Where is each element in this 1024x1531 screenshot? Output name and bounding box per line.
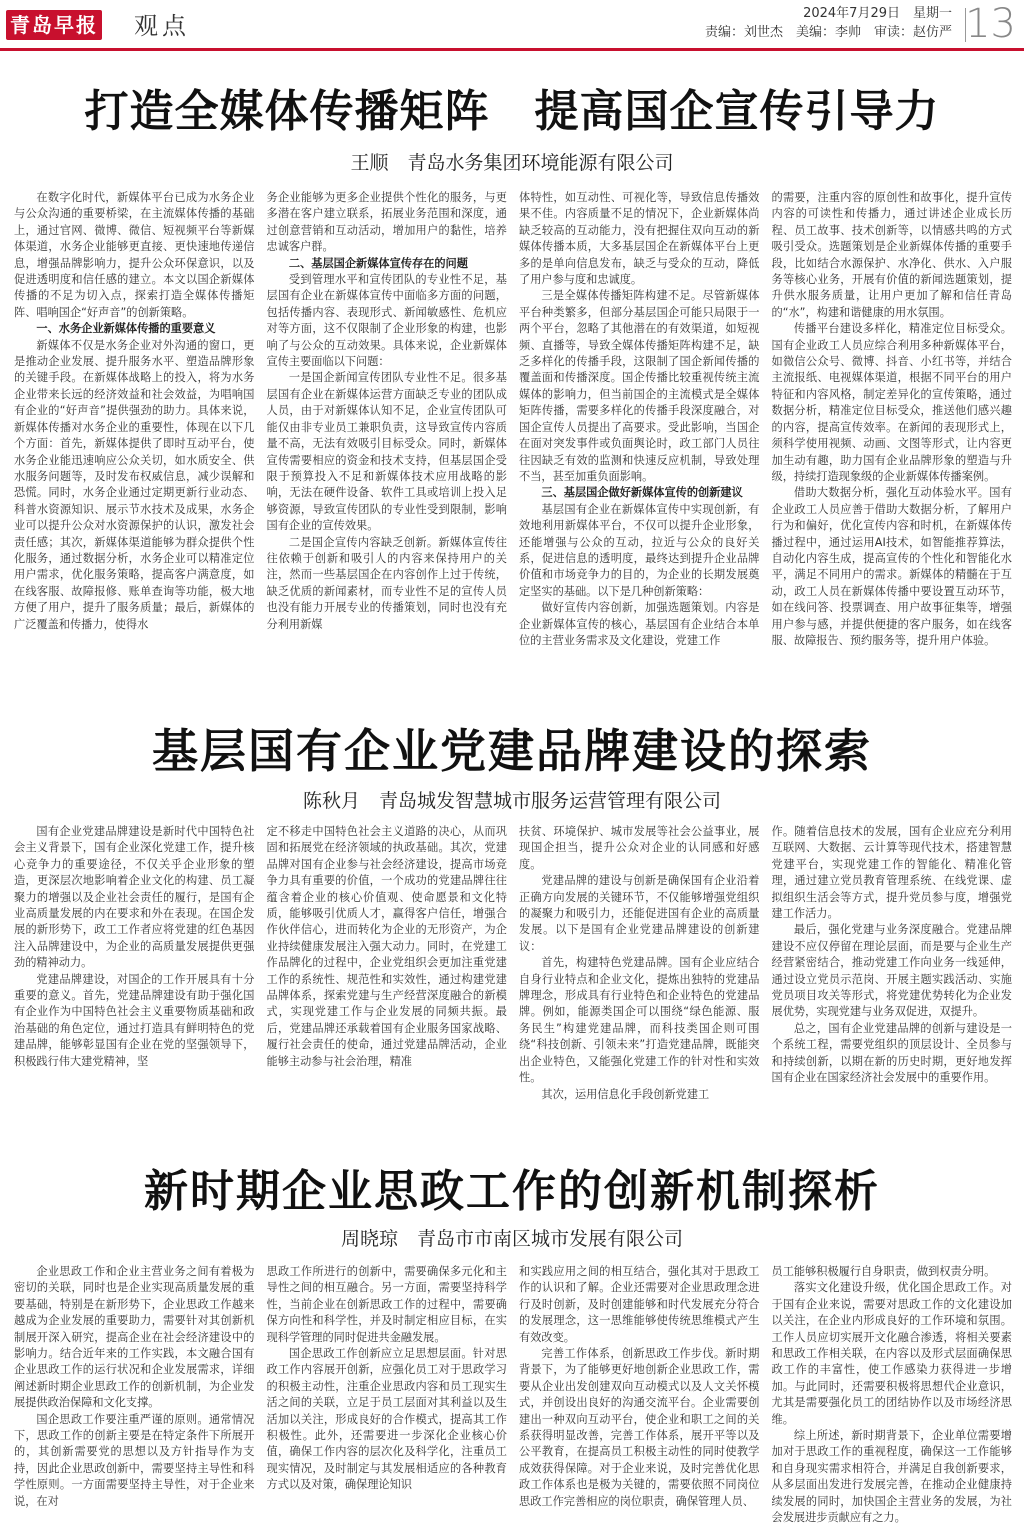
article-party-brand [0, 690, 1024, 1110]
paragraph: 做好宣传内容创新，加强选题策划。内容是企业新媒体宣传的核心，基层国有企业结合本单位的主营业务需求及文化建设，党建工作 [519, 601, 760, 647]
section-subheading: 二、基层国企新媒体宣传存在的问题 [288, 256, 468, 270]
paragraph: 新媒体不仅是水务企业对外沟通的窗口，更是推动企业发展、提升服务水平、塑造品牌形象的关键手段。在新媒体战略上的投入，将为水务企业带来长远的经济效益和社会效益，为唱响国有企业的“好声音”提供强劲的助力。具体来说，新媒体传播对水务企业的重要性，体现在以下几个方面：首先，新媒体提供了即时互动平台，使水务企业能迅速响应公众关切，如水质安全、供水服务问题等，及时发布权威信息，减少误解和恐慌。同时，水务企业通过定期更新行业动态、科普水资源知识、展示节水技术及成果，水务企业可以提升公众对水资源保护的认识，激发社会责任感；其次，新媒体渠道能够为群众提供个性化服务，通过数据分析，水务企业可以精准定位用户需求，优化服务策略，提高客户满意度，如在线客服、故障报修、账单查询等功能，极大地方便了用户，提升了服务质量；最后，新媒体的广泛覆盖和传播力，使得水 [14, 338, 255, 631]
paragraph: 思政工作所进行的创新中，需要确保多元化和主导性之间的相互融合。另一方面，需要坚持科学性，当前企业在创新思政工作的过程中，需要确保方向性和科学性，并及时制定相应目标，在实现科学管理的同时促进共金融发展。 [266, 1265, 507, 1344]
paragraph: 扶贫、环境保护、城市发展等社会公益事业，展现国企担当，提升公众对企业的认同感和好感度。 [519, 825, 760, 871]
paragraph: 员工能够积极履行自身职责，做到权责分明。 [771, 1265, 996, 1278]
text-column [14, 190, 255, 676]
paragraph: 借助大数据分析，强化互动体验水平。国有企业政工人员应善于借助大数据分析，了解用户行为和偏好，优化宣传内容和时机，在新媒体传播过程中，通过运用AI技术，如智能推荐算法，自动化内容生成，提高宣传的个性化和智能化水平，满足不同用户的需求。新媒体的精髓在于互动，政工人员在新媒体传播中要设置互动环节，如在线问答、投票调查、用户故事征集等，增强用户参与感，并提供便捷的客户服务，如在线客服、故障报告、预约服务等，提升用户体验。 [771, 486, 1012, 647]
article-byline: 王顺 青岛水务集团环境能源有限公司 [350, 152, 674, 174]
paragraph: 二是国企宣传内容缺乏创新。新媒体宣传往往依赖于创新和吸引人的内容来保持用户的关注，然而一些基层国企在内容创作上过于传统，缺乏优质的新闻素材，而专业性不足的宣传人员也没有能力开展专业的传播策划，同时也没有充分利用新媒 [266, 535, 507, 631]
masthead-rule [0, 48, 1024, 51]
text-column [772, 190, 1013, 676]
paragraph: 的需要，注重内容的原创性和故事化，提升宣传内容的可读性和传播力，通过讲述企业成长历程、员工故事、技术创新等，以情感共鸣的方式吸引受众。选题策划是企业新媒体传播的重要手段，比如结合水源保护、水净化、供水、入户服务等核心业务，开展有价值的新闻选题策划，提升供水服务质量，让用户更加了解和信任青岛的“水”，构建和谐健康的用水氛围。 [771, 191, 1012, 319]
article-columns [14, 190, 1012, 676]
paragraph: 传播平台建设多样化，精准定位目标受众。国有企业政工人员应综合利用多种新媒体平台，如微信公众号、微博、抖音、小红书等，并结合主流报纸、电视媒体渠道，根据不同平台的用户特征和内容风格，制定差异化的宣传策略，通过数据分析，精准定位目标受众，推送他们感兴趣的内容，提高宣传效率。在新闻的表现形式上，须科学使用视频、动画、文图等形式，让内容更加生动有趣，助力国有企业品牌形象的塑造与升级，持续打造现象级的企业新媒体传播案例。 [771, 322, 1012, 483]
paragraph: 国企思政工作要注重严谨的原则。通常情况下，思政工作的创新主要是在特定条件下所展开的，其创新需要党的思想以及方针指导作为支持，因此企业思政创新中，需要坚持主导性和科学性原则。一方面需要坚持主导性，对于企业来说，在对 [14, 1412, 255, 1508]
text-column [267, 190, 508, 676]
paragraph: 首先，构建特色党建品牌。国有企业应结合自身行业特点和企业文化，提炼出独特的党建品牌理念，形成具有行业特色和企业特色的党建品牌。例如，能源类国企可以围绕“绿色能源、服务民生”构建党建品牌，而科技类国企则可围绕“科技创新、引领未来”打造党建品牌，既能突出企业特色，又能强化党建工作的针对性和实效性。 [519, 956, 760, 1085]
paragraph: 作。随着信息技术的发展，国有企业应充分利用互联网、大数据、云计算等现代技术，搭建智慧党建平台，实现党建工作的智能化、精准化管理，通过建立党员教育管理系统、在线党课、虚拟组织生活会等方式，提升党员参与度，增强党建工作活力。 [771, 825, 1012, 921]
text-column [14, 824, 255, 1109]
paragraph: 落实文化建设升级，优化国企思政工作。对于国有企业来说，需要对思政工作的文化建设加以关注，在企业内形成良好的工作环境和氛围。工作人员应切实展开文化融合渗透，将相关要素和思政工作相关联，在内容以及形式层面确保思政工作的丰富性，使工作感染力获得进一步增加。与此同时，还需要积极将思想代企业意识，尤其是需要强化员工的团结协作以及市场经济思维。 [771, 1281, 1012, 1426]
article-headline: 基层国有企业党建品牌建设的探索 [152, 724, 872, 778]
section-subheading: 三、基层国企做好新媒体宣传的创新建议 [541, 486, 743, 500]
paragraph: 其次，运用信息化手段创新党建工 [541, 1087, 710, 1101]
section-subheading: 一、水务企业新媒体传播的重要意义 [36, 322, 216, 336]
section-title: 观点 [134, 12, 190, 40]
paragraph: 党建品牌建设，对国企的工作开展具有十分重要的意义。首先，党建品牌建设有助于强化国有企业作为中国特色社会主义重要物质基础和政治基础的角色定位，通过打造具有鲜明特色的党建品牌，能够彰显国有企业在党的坚强领导下，积极践行伟大建党精神，坚 [14, 972, 255, 1068]
paragraph: 国企思政工作创新应立足思想层面。针对思政工作内容展开创新，应强化员工对于思政学习的积极主动性，注重企业思政内容和员工现实生活之间的关联，立足于员工层面对其利益以及生活加以关注，形成良好的合作模式，提高其工作积极性。此外，还需要进一步深化企业核心价值，确保工作内容的层次化及科学化，注重员工现实情况，及时制定与其发展相适应的各种教育方式以及对策，确保理论知识 [266, 1347, 507, 1492]
text-column [519, 1264, 760, 1529]
article-columns [14, 1264, 1012, 1529]
paragraph: 受到管理水平和宣传团队的专业性不足，基层国有企业在新媒体宣传中面临多方面的问题，包括传播内容、表现形式、新闻敏感性、危机应对等方面，这不仅限制了企业形象的构建，也影响了与公众的互动效果。具体来说，企业新媒体宣传主要面临以下问题： [266, 273, 507, 369]
text-column [14, 1264, 255, 1529]
paragraph: 最后，强化党建与业务深度融合。党建品牌建设不应仅停留在理论层面，而是要与企业生产经营紧密结合，推动党建工作向业务一线延伸，通过设立党员示范岗、开展主题实践活动、实施党员项目攻关等形式，将党建优势转化为企业发展优势，实现党建与业务双促进，双提升。 [771, 923, 1012, 1019]
article-byline: 周晓琼 青岛市市南区城市发展有限公司 [340, 1228, 683, 1250]
paragraph: 完善工作体系，创新思政工作步伐。新时期背景下，为了能够更好地创新企业思政工作，需要从企业出发创建双向互动模式以及人文关怀模式，并创设出良好的沟通交流平台。企业需要创建出一种双向互动平台，使企业和职工之间的关系获得明显改善，完善工作体系，展开平等以及公平教育，在提高员工积极主动性的同时使教学成效获得保障。对于企业来说，及时完善优化思政工作体系也是极为关键的，需要依照不同岗位思政工作完善相应的岗位职责，确保管理人员、 [519, 1347, 760, 1508]
issue-date: 2024年7月29日 星期一 [803, 6, 952, 21]
text-column [267, 1264, 508, 1529]
paragraph: 基层国有企业在新媒体宣传中实现创新，有效地利用新媒体平台，不仅可以提升企业形象，还能增强与公众的互动，拉近与公众的良好关系，促进信息的透明度，最终达到提升企业品牌价值和市场竞争力的目的，为企业的长期发展奠定坚实的基础。以下是几种创新策略： [519, 502, 760, 598]
article-media-matrix [0, 56, 1024, 676]
text-column [772, 1264, 1013, 1529]
paragraph: 国有企业党建品牌建设是新时代中国特色社会主义背景下，国有企业深化党建工作，提升核心竞争力的重要途径，不仅关乎企业形象的塑造，更深层次地影响着企业文化的构建、员工凝聚力的增强以及企业社会责任的履行，是国有企业高质量发展的内在要求和外在表现。在国企发展的新形势下，政工工作者应将党建的红色基因注入品牌建设中，为企业的高质量发展提供更强劲的精神动力。 [14, 825, 255, 970]
text-column [267, 824, 508, 1109]
paragraph: 总之，国有企业党建品牌的创新与建设是一个系统工程，需要党组织的顶层设计、全员参与和持续创新，以期在新的历史时期，更好地发挥国有企业在国家经济社会发展中的重要作用。 [771, 1021, 1012, 1085]
article-columns [14, 824, 1012, 1109]
article-byline: 陈秋月 青岛城发智慧城市服务运营管理有限公司 [302, 790, 721, 812]
paragraph: 定不移走中国特色社会主义道路的决心，从而巩固和拓展党在经济领域的执政基础。其次，党建品牌对国有企业参与社会经济建设，提高市场竞争力具有重要的价值，一个成功的党建品牌往往蕴含着企业的核心价值观、使命愿景和文化特质，能够吸引优质人才，赢得客户信任，增强合作伙伴信心，进而转化为企业的无形资产，为企业持续健康发展注入强大动力。同时，在党建工作品牌化的过程中，企业党组织会更加注重党建工作的系统性、规范性和实效性，通过构建党建品牌体系，探索党建与生产经营深度融合的新模式，实现党建工作与企业发展的同频共振。最后，党建品牌还承载着国有企业服务国家战略、履行社会责任的使命，通过党建品牌活动，企业能够主动参与社会治理，精准 [266, 825, 507, 1068]
paragraph: 企业思政工作和企业主营业务之间有着极为密切的关联，同时也是企业实现高质量发展的重要基础，特别是在新形势下，企业思政工作越来越成为企业发展的重要助力，需要针对其创新机制展开深入研究，提高企业在社会经济建设中的影响力。结合近年来的工作实践，本文融合国有企业思政工作的运行状况和企业发展需求，详细阐述新时期企业思政工作的创新机制，为企业发展提供政治保障和文化支撑。 [14, 1265, 255, 1410]
article-ideological-work [0, 1124, 1024, 1531]
text-column [772, 824, 1013, 1109]
paragraph: 三是全媒体传播矩阵构建不足。尽管新媒体平台种类繁多，但部分基层国企可能只局限于一两个平台，忽略了其他潜在的有效渠道，如短视频、直播等，导致全媒体传播矩阵构建不足，缺乏多样化的传播手段，这限制了国企新闻传播的覆盖面和传播深度。国企传播比较重视传统主流媒体的影响力，但当前国企的主流模式是全媒体矩阵传播，需要多样化的传播手段深度融合，对国企宣传人员提出了高要求。受此影响，当国企在面对突发事件或负面舆论时，政工部门人员往往因缺乏有效的监测和快速反应机制，导致处理不当，甚至加重负面影响。 [519, 289, 760, 483]
page-number: 13 [965, 1, 1016, 47]
editor-credits: 责编：刘世杰 美编：李帅 审读：赵仿严 [704, 25, 952, 40]
text-column [519, 190, 760, 676]
paragraph: 体特性，如互动性、可视化等，导致信息传播效果不佳。内容质量不足的情况下，企业新媒体尚缺乏较高的互动能力，没有把握住双向互动的新媒体传播本质，大多基层国企在新媒体平台上更多的是单向信息发布，缺乏与受众的互动，降低了用户参与度和忠诚度。 [519, 191, 760, 287]
paragraph: 一是国企新闻宣传团队专业性不足。很多基层国有企业在新媒体运营方面缺乏专业的团队成人员，由于对新媒体认知不足，企业宣传团队可能仅由非专业员工兼职负责，这导致宣传内容质量不高，无法有效吸引目标受众。同时，新媒体宣传需要相应的资金和技术支持，但基层国企受限于预算投入不足和新媒体技术应用战略的影响，无法在硬件设备、软件工具或培训上投入足够资源，导致宣传团队的专业性受到限制，影响国有企业的宣传效果。 [266, 371, 507, 533]
paragraph: 综上所述，新时期背景下，企业单位需要增加对于思政工作的重视程度，确保这一工作能够和自身现实需求相符合，并满足自我创新要求，从多层面出发进行发展完善，在推动企业健康持续发展的同时，加快国企主营业务的发展，为社会发展进步贡献应有之力。 [771, 1429, 1012, 1525]
text-column [519, 824, 760, 1109]
paragraph: 党建品牌的建设与创新是确保国有企业沿着正确方向发展的关键环节，不仅能够增强党组织的凝聚力和吸引力，还能促进国有企业的高质量发展。以下是国有企业党建品牌建设的创新建议： [519, 874, 760, 953]
masthead [0, 0, 1024, 50]
paragraph: 务企业能够为更多企业提供个性化的服务，与更多潜在客户建立联系，拓展业务范围和深度，通过创意营销和互动活动，增加用户的黏性，培养忠诚客户群。 [266, 191, 507, 254]
paragraph: 和实践应用之间的相互结合，强化其对于思政工作的认识和了解。企业还需要对企业思政理念进行及时创新，及时创建能够和时代发展充分符合的发展理念，这一思维能够使传统思维模式产生有效改变。 [519, 1265, 760, 1344]
newspaper-logo: 青岛早报 [6, 10, 102, 40]
article-headline: 新时期企业思政工作的创新机制探析 [144, 1166, 880, 1217]
paragraph: 在数字化时代，新媒体平台已成为水务企业与公众沟通的重要桥梁，在主流媒体传播的基础上，通过官网、微博、微信、短视频平台等新媒体渠道，水务企业能够更直接、更快速地传递信息，增强品牌影响力，提升公众环保意识，以及促进透明度和信任感的建立。本文以国企新媒体传播的不足为切入点，探索打造全媒体传播矩阵、唱响国企“好声音”的创新策略。 [14, 191, 255, 319]
article-headline: 打造全媒体传播矩阵 提高国企宣传引导力 [84, 86, 940, 137]
